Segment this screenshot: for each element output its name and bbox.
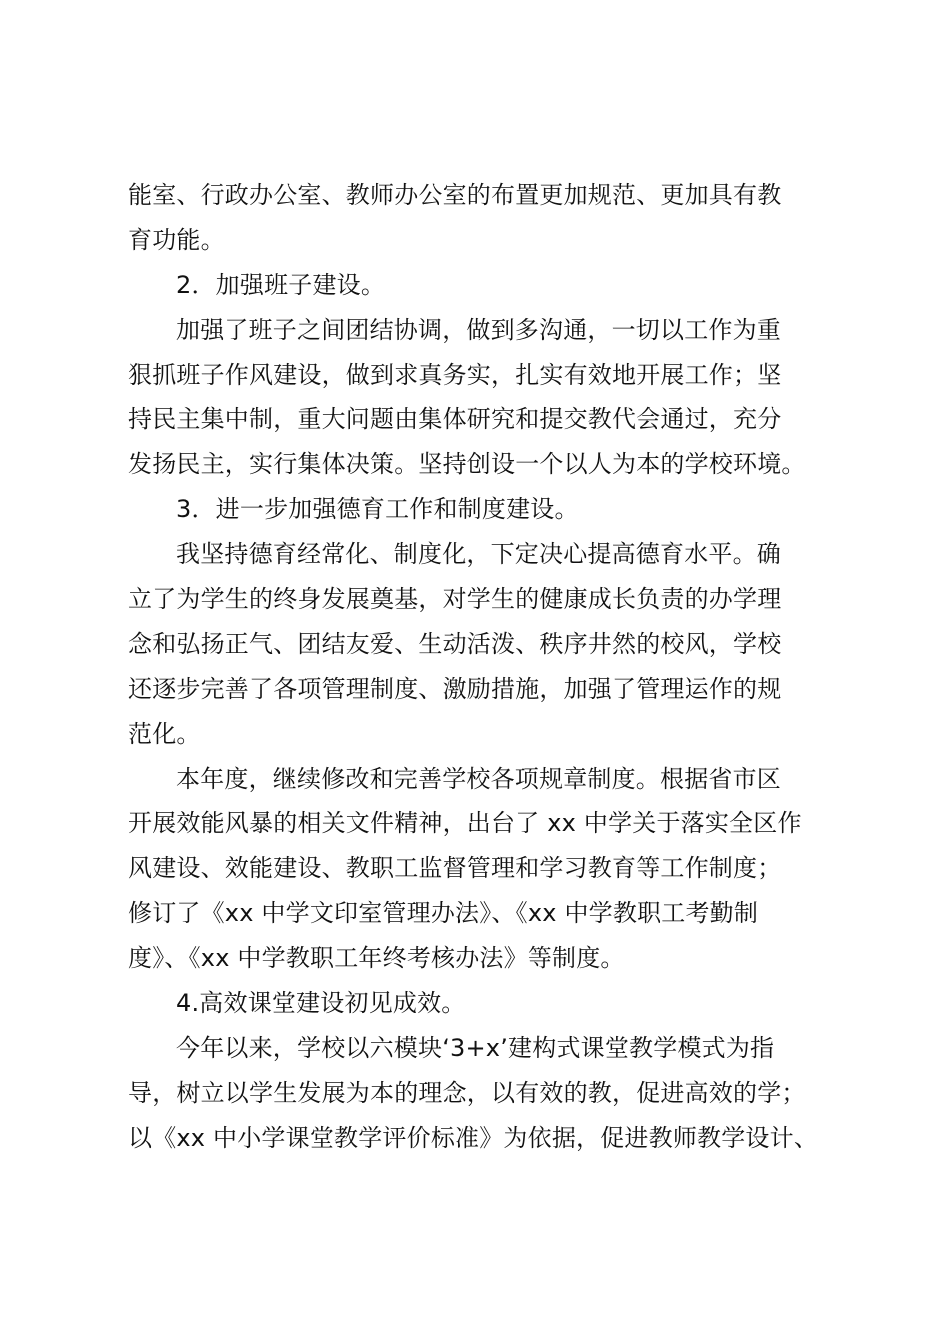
text-line: 我坚持德育经常化、制度化，下定决心提高德育水平。确 <box>176 540 781 569</box>
text-line: 育功能。 <box>128 225 225 254</box>
text-line: 立了为学生的终身发展奠基，对学生的健康成长负责的办学理 <box>128 585 782 614</box>
text-line: 念和弘扬正气、团结友爱、生动活泼、秩序井然的校风，学校 <box>128 629 782 658</box>
text-line: 今年以来，学校以六模块‘3+x’建构式课堂教学模式为指 <box>176 1033 775 1062</box>
text-line: 以《xx 中小学课堂教学评价标准》为依据，促进教师教学设计、 <box>128 1123 819 1152</box>
text-line: 狠抓班子作风建设，做到求真务实，扎实有效地开展工作；坚 <box>128 360 782 389</box>
text-line: 发扬民主，实行集体决策。坚持创设一个以人为本的学校环境。 <box>128 450 806 479</box>
text-line: 还逐步完善了各项管理制度、激励措施，加强了管理运作的规 <box>128 674 782 703</box>
text-line: 4.高效课堂建设初见成效。 <box>176 989 466 1018</box>
text-line: 本年度，继续修改和完善学校各项规章制度。根据省市区 <box>176 764 781 793</box>
text-line: 风建设、效能建设、教职工监督管理和学习教育等工作制度； <box>128 854 782 883</box>
text-line: 开展效能风暴的相关文件精神，出台了 xx 中学关于落实全区作 <box>128 809 802 838</box>
text-line: 度》、《xx 中学教职工年终考核办法》等制度。 <box>128 944 625 973</box>
text-line: 加强了班子之间团结协调，做到多沟通，一切以工作为重 <box>176 315 781 344</box>
text-line: 导，树立以学生发展为本的理念，以有效的教，促进高效的学； <box>128 1078 806 1107</box>
text-line: 2．加强班子建设。 <box>176 270 386 299</box>
document-body <box>128 173 830 1161</box>
text-line: 范化。 <box>128 719 201 748</box>
text-line: 修订了《xx 中学文印室管理办法》、《xx 中学教职工考勤制 <box>128 899 759 928</box>
text-line: 3．进一步加强德育工作和制度建设。 <box>176 495 579 524</box>
text-line: 持民主集中制，重大问题由集体研究和提交教代会通过，充分 <box>128 405 782 434</box>
text-line: 能室、行政办公室、教师办公室的布置更加规范、更加具有教 <box>128 181 782 209</box>
